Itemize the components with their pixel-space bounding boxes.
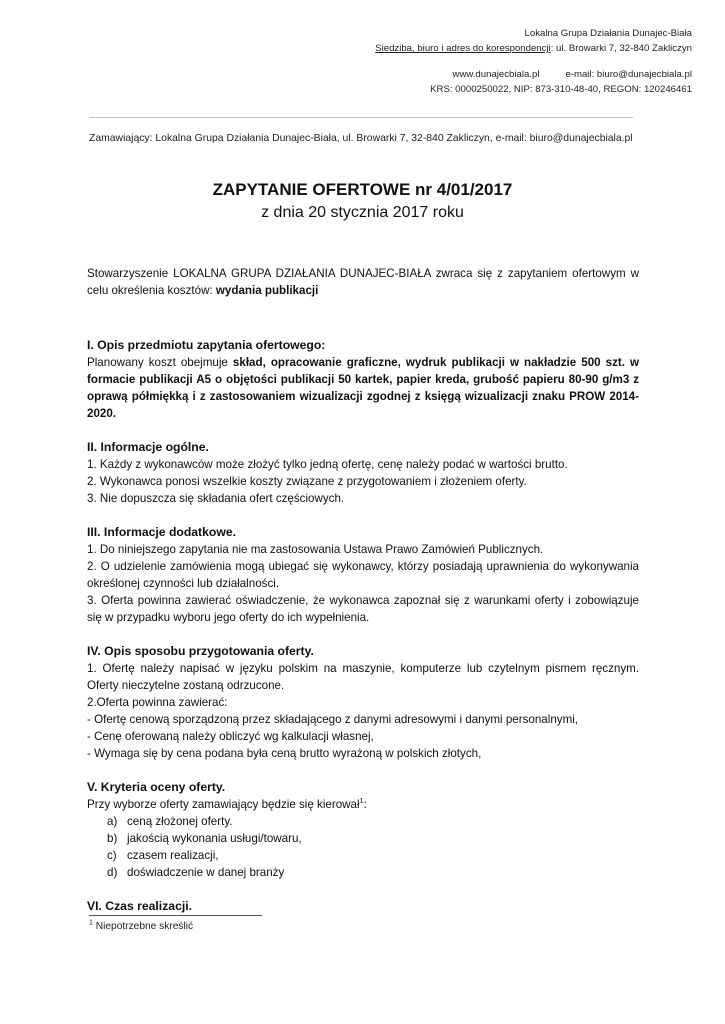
section-4-item: - Ofertę cenową sporządzoną przez składającego z danymi adresowymi i danymi personalnymi, — [87, 713, 579, 726]
footnote-ref[interactable]: 1 — [359, 798, 364, 806]
section-6-heading: VI. Czas realizacji. — [87, 899, 193, 913]
document-date: z dnia 20 stycznia 2017 roku — [261, 204, 464, 221]
address-label: Siedziba, biuro i adres do korespondencji — [375, 43, 551, 54]
footnote-divider — [89, 915, 262, 916]
section-1-heading: I. Opis przedmiotu zapytania ofertowego: — [87, 338, 326, 352]
intro-paragraph: Stowarzyszenie LOKALNA GRUPA DZIAŁANIA DUNAJEC-BIAŁA zwraca się z zapytaniem ofertowym w celu określenia kosztów: wydania publikacji — [87, 267, 639, 297]
section-6 — [87, 898, 639, 915]
section-5 — [87, 779, 639, 881]
ordering-party: Zamawiający: Lokalna Grupa Działania Dunajec-Biała, ul. Browarki 7, 32-840 Zakliczyn, e-mail: biuro@dunajecbiala.pl — [89, 133, 633, 144]
section-2-item: 3. Nie dopuszcza się składania ofert częściowych. — [87, 492, 345, 505]
section-4-heading: IV. Opis sposobu przygotowania oferty. — [87, 644, 314, 658]
criteria-item: c) czasem realizacji, — [107, 849, 219, 862]
footnote-text: Niepotrzebne skreślić — [92, 921, 194, 932]
contact-line — [375, 67, 692, 82]
document-body — [87, 265, 639, 915]
criteria-item: d) doświadczenie w danej branży — [107, 866, 285, 879]
registry-line: KRS: 0000250022, NIP: 873-310-48-40, REGON: 120246461 — [430, 84, 692, 95]
section-1-text: Planowany koszt obejmuje skład, opracowanie graficzne, wydruk publikacji w nakładzie 500 szt. w formacie publikacji A5 o objętości publikacji 50 kartek, papier kreda, grubość papieru 80-90 g/m3 z oprawą półmiękką i z zastosowaniem wizualizacji zgodnej z księgą wizualizacji znaku PROW 2014-2020. — [87, 356, 639, 420]
section-4-item: - Cenę oferowaną należy obliczyć wg kalkulacji własnej, — [87, 730, 374, 743]
section-4 — [87, 643, 639, 762]
section-3-item: 2. O udzielenie zamówienia mogą ubiegać się wykonawcy, którzy posiadają uprawnienia do wykonywania określonej czynności lub działalności. — [87, 560, 639, 590]
section-3-item: 3. Oferta powinna zawierać oświadczenie, że wykonawca zapoznał się z warunkami oferty i zobowiązuje się w przypadku wyboru jego oferty do ich wypełnienia. — [87, 594, 639, 624]
section-5-lead: Przy wyborze oferty zamawiający będzie się kierował$^1$: — [87, 798, 367, 811]
document-title: ZAPYTANIE OFERTOWE nr 4/01/2017 — [212, 180, 513, 199]
intro-subject: wydania publikacji — [215, 284, 319, 297]
footnote — [89, 921, 193, 932]
criteria-item: b) jakością wykonania usługi/towaru, — [107, 832, 302, 845]
section-4-item: 2.Oferta powinna zawierać: — [87, 696, 228, 709]
org-name: Lokalna Grupa Działania Dunajec-Biała — [524, 28, 692, 39]
section-2 — [87, 439, 639, 507]
address-line — [375, 41, 692, 56]
website-link[interactable]: www.dunajecbiala.pl — [452, 69, 540, 80]
section-3 — [87, 524, 639, 626]
section-3-item: 1. Do niniejszego zapytania nie ma zastosowania Ustawa Prawo Zamówień Publicznych. — [87, 543, 544, 556]
criteria-list — [87, 813, 639, 881]
section-2-heading: II. Informacje ogólne. — [87, 440, 209, 454]
criteria-item: a) ceną złożonej oferty. — [107, 815, 233, 828]
section-2-item: 2. Wykonawca ponosi wszelkie koszty związane z przygotowaniem i złożeniem oferty. — [87, 475, 527, 488]
section-3-heading: III. Informacje dodatkowe. — [87, 525, 236, 539]
header-divider — [89, 117, 633, 118]
footnote-number: 1 — [89, 919, 93, 927]
section-1 — [87, 337, 639, 422]
section-5-heading: V. Kryteria oceny oferty. — [87, 780, 226, 794]
section-4-item: - Wymaga się by cena podana była ceną brutto wyrażoną w polskich złotych, — [87, 747, 482, 760]
section-4-item: 1. Ofertę należy napisać w języku polskim na maszynie, komputerze lub czytelnym pismem ręcznym. Oferty nieczytelne zostaną odrzucone. — [87, 662, 639, 692]
letterhead — [375, 26, 692, 97]
email-link[interactable]: e-mail: biuro@dunajecbiala.pl — [565, 69, 692, 80]
address: : ul. Browarki 7, 32-840 Zakliczyn — [550, 43, 692, 54]
section-2-item: 1. Każdy z wykonawców może złożyć tylko jedną ofertę, cenę należy podać w wartości brutto. — [87, 458, 568, 471]
